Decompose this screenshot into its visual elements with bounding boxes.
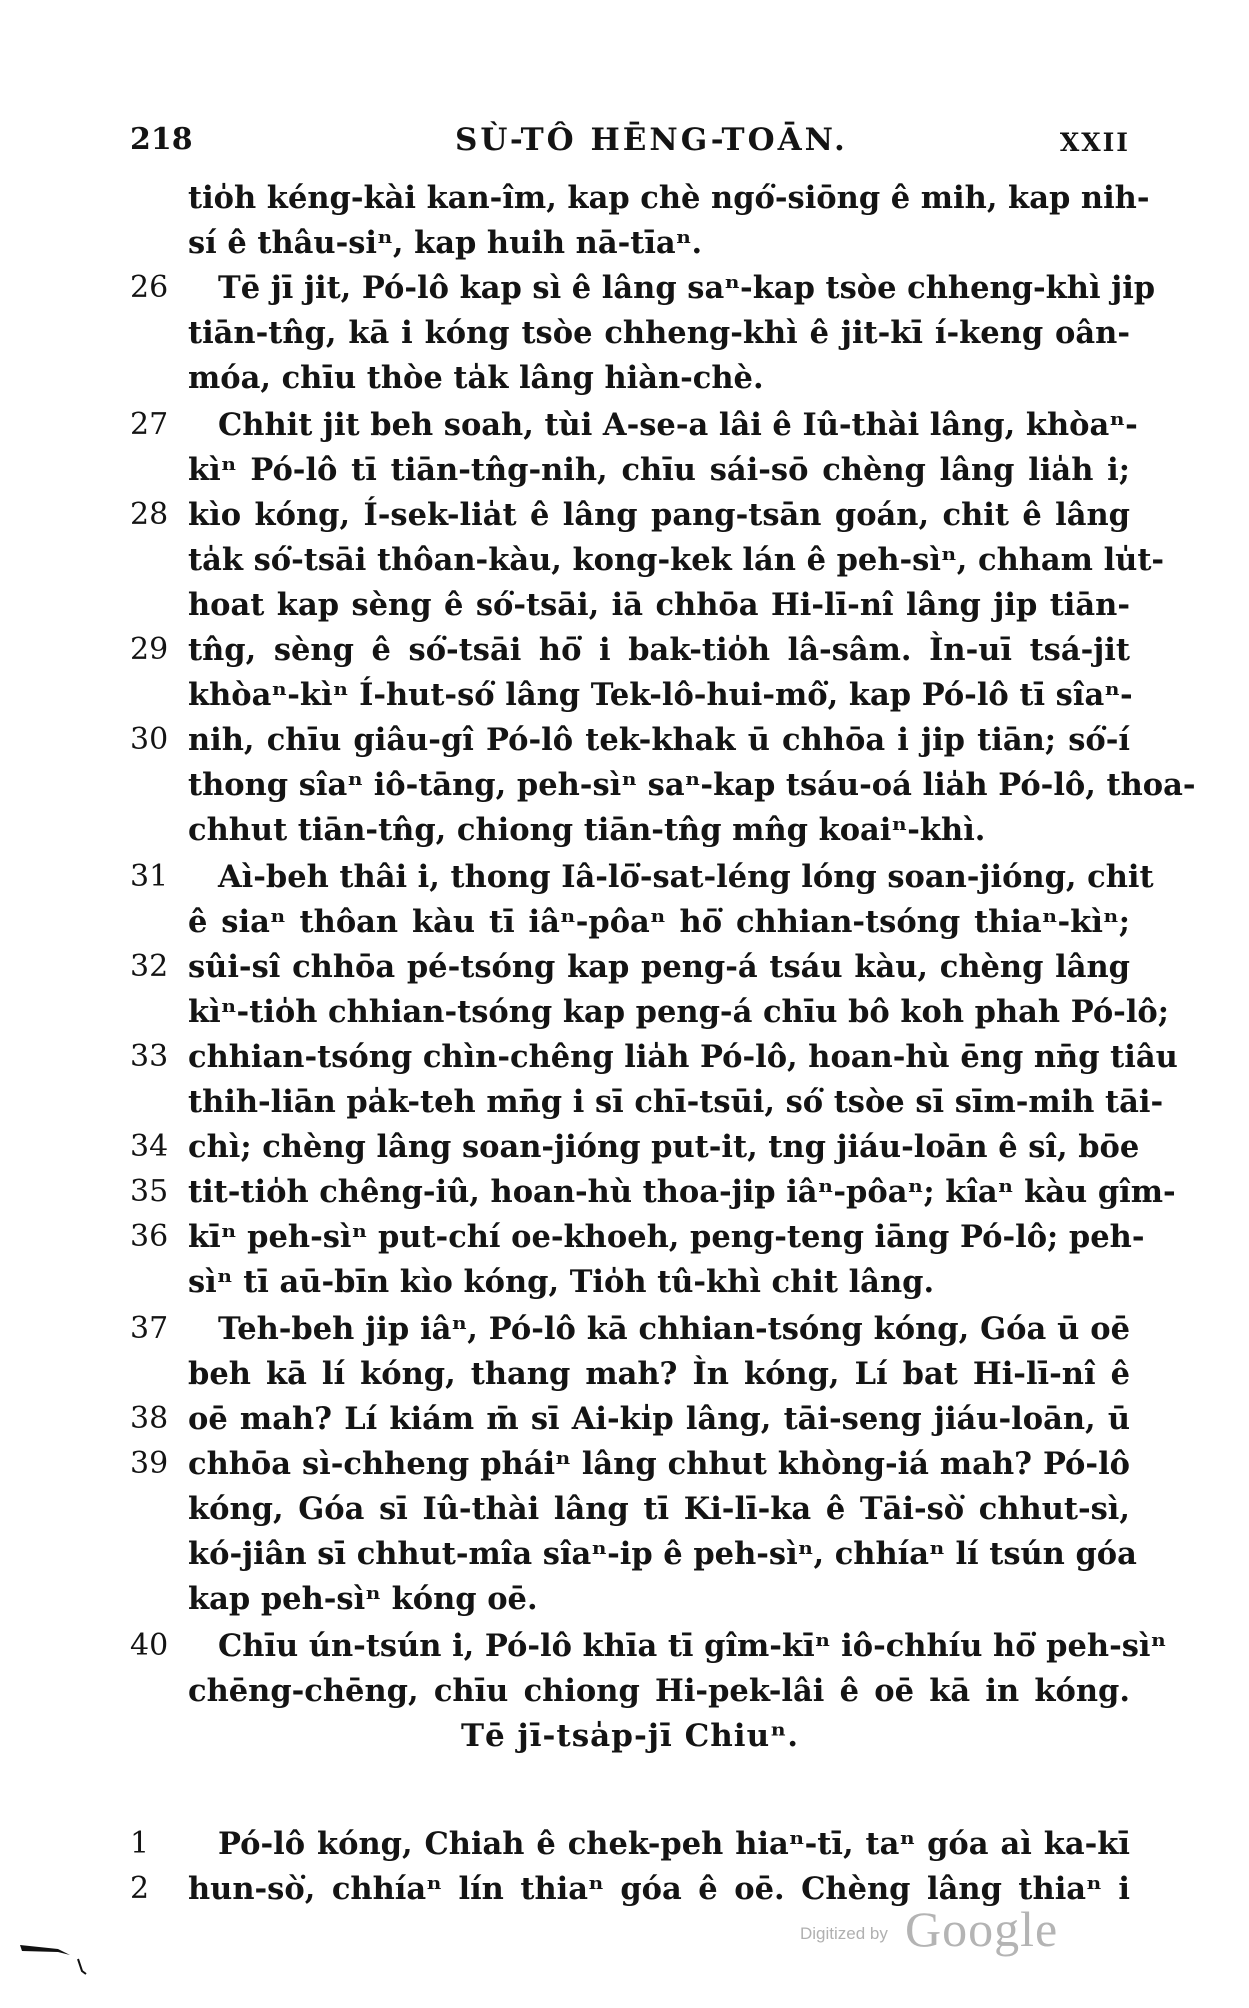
text-line	[130, 1260, 1130, 1304]
line-text: nih, chīu giâu-gî Pó-lô tek-khak ū chhōa i jip tiān; só͘-í	[188, 722, 1130, 758]
verse-number: 35	[130, 1174, 169, 1209]
verse-number: 30	[130, 722, 169, 757]
margin-pointer-mark	[18, 1925, 88, 1975]
text-line	[130, 583, 1130, 627]
line-text: kap peh-sìⁿ kóng oē.	[188, 1581, 538, 1617]
text-line	[130, 448, 1130, 492]
text-line	[130, 855, 1154, 899]
line-text: kīⁿ peh-sìⁿ put-chí oe-khoeh, peng-teng iāng Pó-lô; peh-	[188, 1219, 1145, 1255]
text-line	[130, 311, 1130, 355]
text-line	[130, 1532, 1137, 1576]
text-line	[130, 221, 1130, 265]
line-text: Chīu ún-tsún i, Pó-lô khīa tī gîm-kīⁿ iô-chhíu hō͘ peh-sìⁿ	[218, 1628, 1167, 1664]
line-text: ta̍k só͘-tsāi thôan-kàu, kong-kek lán ê peh-sìⁿ, chham lu̍t-	[188, 542, 1165, 578]
running-title: SÙ-TÔ HĒNG-TOĀN.	[455, 122, 848, 158]
line-text: chhōa sì-chheng pháiⁿ lâng chhut khòng-iá mah? Pó-lô	[188, 1446, 1130, 1482]
line-text: hoat kap sèng ê só͘-tsāi, iā chhōa Hi-lī-nî lâng jip tiān-	[188, 587, 1130, 623]
verse-number: 38	[130, 1401, 169, 1436]
text-line	[130, 493, 1130, 537]
line-text: chhut tiān-tn̂g, chiong tiān-tn̂g mn̂g koaiⁿ-khì.	[188, 812, 986, 848]
verse-number: 1	[130, 1826, 150, 1861]
verse-number: 32	[130, 949, 169, 984]
verse-number: 39	[130, 1446, 169, 1481]
verse-number: 2	[130, 1871, 150, 1906]
verse-number: 29	[130, 632, 169, 667]
digitized-watermark	[800, 1900, 1080, 1960]
line-text: kóng, Góa sī Iû-thài lâng tī Ki-lī-ka ê Tāi-sò͘ chhut-sì,	[188, 1491, 1130, 1527]
text-line	[130, 1215, 1145, 1259]
line-text: kìo kóng, Í-sek-lia̍t ê lâng pang-tsān goán, chit ê lâng	[188, 497, 1130, 533]
text-line	[130, 1669, 1130, 1713]
line-text: Aì-beh thâi i, thong Iâ-lō͘-sat-léng lóng soan-jióng, chit	[218, 859, 1154, 895]
text-line	[130, 990, 1170, 1034]
text-line	[130, 1352, 1130, 1396]
verse-number: 31	[130, 859, 169, 894]
text-line	[130, 1125, 1140, 1169]
verse-number: 34	[130, 1129, 169, 1164]
page-number: 218	[130, 122, 193, 157]
text-line	[130, 1442, 1130, 1486]
text-line	[130, 673, 1133, 717]
chapter-heading: Tē jī-tsa̍p-jī Chiuⁿ.	[460, 1718, 800, 1754]
line-text: thih-liān pa̍k-teh mn̄g i sī chī-tsūi, só͘ tsòe sī sīm-mih tāi-	[188, 1084, 1164, 1120]
line-text: Tē jī jit, Pó-lô kap sì ê lâng saⁿ-kap tsòe chheng-khì jip	[218, 270, 1156, 306]
text-line	[130, 176, 1150, 220]
text-line	[130, 763, 1196, 807]
verse-number: 27	[130, 407, 169, 442]
line-text: ê siaⁿ thôan kàu tī iâⁿ-pôaⁿ hō͘ chhian-tsóng thiaⁿ-kìⁿ;	[188, 904, 1130, 940]
line-text: oē mah? Lí kiám m̄ sī Ai-ki̍p lâng, tāi-seng jiáu-loān, ū	[188, 1401, 1130, 1437]
chapter-number: XXII	[1059, 128, 1130, 157]
verse-number: 36	[130, 1219, 169, 1254]
google-logo: Google	[905, 1901, 1059, 1957]
text-line	[130, 1577, 1130, 1621]
page-header	[130, 122, 1130, 172]
text-line	[130, 356, 1130, 400]
verse-number: 37	[130, 1311, 169, 1346]
text-line	[130, 808, 1130, 852]
line-text: tit-tio̍h chêng-iû, hoan-hù thoa-jip iâⁿ-pôaⁿ; kîaⁿ kàu gîm-	[188, 1174, 1176, 1210]
line-text: móa, chīu thòe ta̍k lâng hiàn-chè.	[188, 360, 764, 396]
text-line	[130, 945, 1130, 989]
text-line	[130, 1170, 1176, 1214]
line-text: hun-sò͘, chhíaⁿ lín thiaⁿ góa ê oē. Chèng lâng thiaⁿ i	[188, 1871, 1130, 1907]
line-text: Teh-beh jip iâⁿ, Pó-lô kā chhian-tsóng kóng, Góa ū oē	[218, 1311, 1130, 1347]
line-text: kìⁿ-tio̍h chhian-tsóng kap peng-á chīu bô koh phah Pó-lô;	[188, 994, 1170, 1030]
text-line	[130, 718, 1130, 762]
text-line	[130, 628, 1130, 672]
line-text: sí ê thâu-siⁿ, kap huih nā-tīaⁿ.	[188, 225, 703, 261]
text-line	[130, 1822, 1130, 1866]
text-line	[130, 1397, 1130, 1441]
line-text: chēng-chēng, chīu chiong Hi-pek-lâi ê oē kā in kóng.	[188, 1673, 1130, 1709]
text-line	[130, 266, 1156, 310]
text-line	[130, 1487, 1130, 1531]
line-text: tio̍h kéng-kài kan-îm, kap chè ngó͘-siōng ê mih, kap nih-	[188, 180, 1150, 216]
text-line	[130, 1307, 1130, 1351]
line-text: chì; chèng lâng soan-jióng put-it, tng jiáu-loān ê sî, bōe	[188, 1129, 1140, 1165]
line-text: tn̂g, sèng ê só͘-tsāi hō͘ i bak-tio̍h lâ-sâm. Ìn-uī tsá-jit	[188, 632, 1130, 668]
line-text: kìⁿ Pó-lô tī tiān-tn̂g-nih, chīu sái-sō chèng lâng lia̍h i;	[188, 452, 1130, 488]
line-text: chhian-tsóng chìn-chêng lia̍h Pó-lô, hoan-hù ēng nn̄g tiâu	[188, 1039, 1178, 1075]
verse-number: 40	[130, 1628, 169, 1663]
line-text: Chhit jit beh soah, tùi A-se-a lâi ê Iû-thài lâng, khòaⁿ-	[218, 407, 1138, 443]
line-text: sìⁿ tī aū-bīn kìo kóng, Tio̍h tû-khì chit lâng.	[188, 1264, 935, 1300]
text-line	[130, 1035, 1178, 1079]
text-line	[130, 1624, 1167, 1668]
text-line	[130, 538, 1165, 582]
text-line	[130, 900, 1130, 944]
verse-number: 33	[130, 1039, 169, 1074]
line-text: thong sîaⁿ iô-tāng, peh-sìⁿ saⁿ-kap tsáu-oá lia̍h Pó-lô, thoa-	[188, 767, 1196, 803]
text-line	[130, 403, 1138, 447]
line-text: tiān-tn̂g, kā i kóng tsòe chheng-khì ê jit-kī í-keng oân-	[188, 315, 1130, 351]
line-text: Pó-lô kóng, Chiah ê chek-peh hiaⁿ-tī, taⁿ góa aì ka-kī	[218, 1826, 1130, 1862]
digitized-by-label: Digitized by	[800, 1924, 888, 1943]
line-text: khòaⁿ-kìⁿ Í-hut-só͘ lâng Tek-lô-hui-mô͘, kap Pó-lô tī sîaⁿ-	[188, 677, 1133, 713]
text-line	[130, 1080, 1164, 1124]
line-text: sûi-sî chhōa pé-tsóng kap peng-á tsáu kàu, chèng lâng	[188, 949, 1130, 985]
line-text: kó-jiân sī chhut-mîa sîaⁿ-ip ê peh-sìⁿ, chhíaⁿ lí tsún góa	[188, 1536, 1137, 1572]
verse-number: 28	[130, 497, 169, 532]
line-text: beh kā lí kóng, thang mah? Ìn kóng, Lí bat Hi-lī-nî ê	[188, 1356, 1130, 1392]
verse-number: 26	[130, 270, 169, 305]
